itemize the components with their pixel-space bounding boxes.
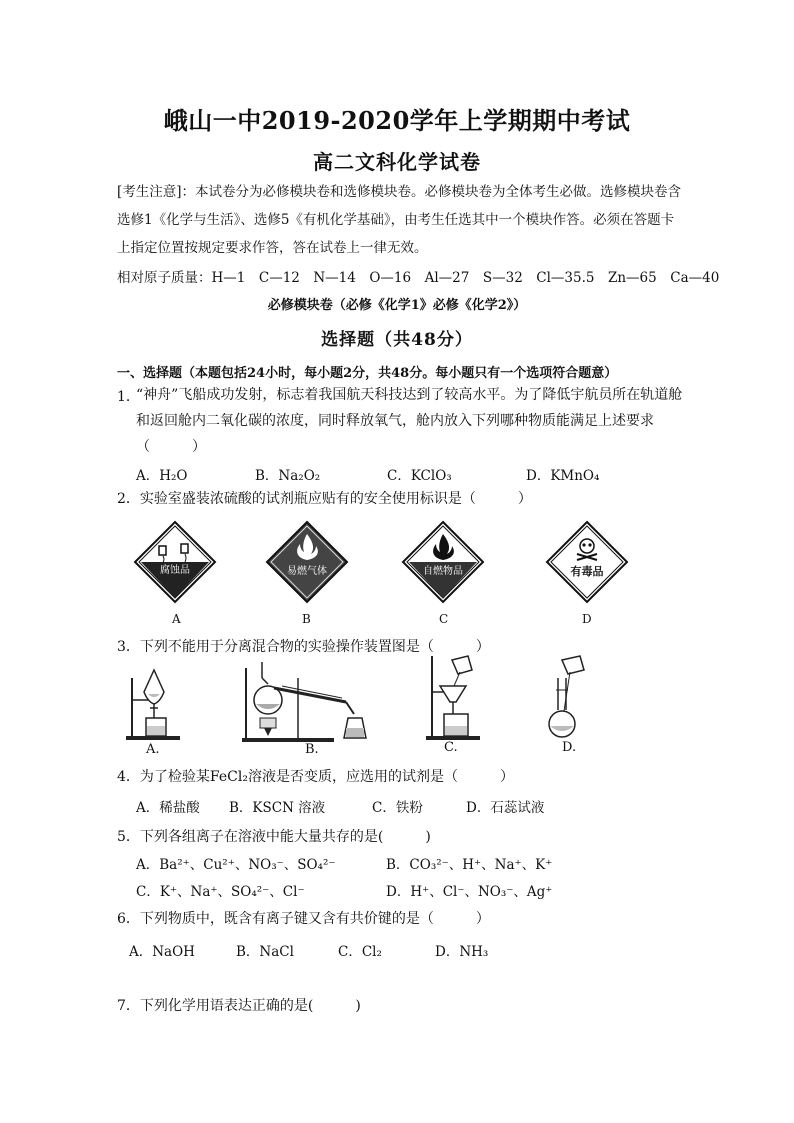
- q2-stem: 2．实验室盛装浓硫酸的试剂瓶应贴有的安全使用标识是（ ）: [117, 491, 532, 507]
- corrosive-sign-icon: [133, 520, 217, 604]
- q5-option-a: A．Ba²⁺、Cu²⁺、NO₃⁻、SO₄²⁻: [136, 857, 336, 873]
- candidate-notice: [考生注意]：本试卷分为必修模块卷和选修模块卷。必修模块卷为全体考生必做。选修模块卷含选修1《化学与生活》、选修5《有机化学基础》，由考生任选其中一个模块作答。必须在答题卡上指定位置按规定要求作答，答在试卷上一律无效。: [117, 184, 682, 256]
- q6-option-a: A．NaOH: [129, 944, 195, 960]
- q4-stem: 4．为了检验某FeCl₂溶液是否变质，应选用的试剂是（ ）: [117, 769, 514, 785]
- q6-option-b: B．NaCl: [236, 944, 294, 960]
- toxic-sign-icon: [545, 520, 629, 604]
- mcq-heading: 选择题（共48分）: [321, 330, 473, 350]
- self-igniting-sign-icon: [401, 520, 485, 604]
- apparatus-label-a: A.: [146, 742, 160, 757]
- sign-d-text: 有毒品: [570, 565, 604, 578]
- q5-stem: 5．下列各组离子在溶液中能大量共存的是( ): [117, 829, 431, 845]
- q5-option-d: D．H⁺、Cl⁻、NO₃⁻、Ag⁺: [386, 884, 553, 900]
- sign-label-b: B: [302, 612, 311, 626]
- q5-option-b: B．CO₃²⁻、H⁺、Na⁺、K⁺: [386, 857, 553, 873]
- distillation-apparatus-icon: [238, 658, 378, 744]
- q1-option-c: C．KClO₃: [387, 468, 452, 484]
- exam-title: 峨山一中2019-2020学年上学期期中考试: [163, 106, 631, 135]
- q1-number: 1．: [117, 389, 140, 405]
- q4-option-b: B．KSCN 溶液: [229, 800, 326, 816]
- apparatus-label-b: B.: [305, 742, 319, 757]
- q5-option-c: C．K⁺、Na⁺、SO₄²⁻、Cl⁻: [136, 884, 305, 900]
- sign-b-text: 易燃气体: [287, 566, 327, 577]
- q3-stem: 3．下列不能用于分离混合物的实验操作装置图是（ ）: [117, 639, 490, 655]
- q6-option-c: C．Cl₂: [338, 944, 382, 960]
- flammable-gas-sign-icon: [265, 520, 349, 604]
- section-heading: 一、选择题（本题包括24小时，每小题2分，共48分。每小题只有一个选项符合题意）: [117, 366, 618, 381]
- q4-option-c: C．铁粉: [372, 800, 423, 816]
- q1-stem: “神舟”飞船成功发射，标志着我国航天科技达到了较高水平。为了降低宇航员所在轨道舱和返回舱内二氧化碳的浓度，同时释放氧气，舱内放入下列哪种物质能满足上述要求（ ）: [136, 387, 683, 455]
- module-title: 必修模块卷（必修《化学1》必修《化学2》）: [267, 298, 527, 313]
- volumetric-flask-icon: [540, 654, 590, 740]
- sign-label-d: D: [582, 612, 592, 626]
- sign-label-c: C: [439, 612, 449, 626]
- sign-label-a: A: [172, 612, 181, 626]
- apparatus-label-d: D.: [562, 740, 577, 755]
- q6-option-d: D．NH₃: [435, 944, 489, 960]
- q4-option-a: A．稀盐酸: [136, 800, 200, 816]
- sign-c-text: 自燃物品: [423, 566, 463, 577]
- sign-a-text: 腐蚀品: [160, 565, 190, 576]
- q1-option-a: A．H₂O: [136, 468, 188, 484]
- q1-option-b: B．Na₂O₂: [255, 468, 321, 484]
- q6-stem: 6．下列物质中，既含有离子键又含有共价键的是（ ）: [117, 911, 490, 927]
- apparatus-label-c: C.: [444, 740, 458, 755]
- filtration-apparatus-icon: [422, 652, 484, 742]
- q4-option-d: D．石蕊试液: [466, 800, 545, 816]
- separatory-funnel-icon: [122, 662, 184, 742]
- q7-stem: 7．下列化学用语表达正确的是( ): [117, 998, 361, 1014]
- q1-option-d: D．KMnO₄: [526, 468, 600, 484]
- exam-subtitle: 高二文科化学试卷: [313, 150, 481, 174]
- atomic-masses: 相对原子质量：H—1 C—12 N—14 O—16 Al—27 S—32 Cl—35.5 Zn—65 Ca—40: [117, 270, 720, 286]
